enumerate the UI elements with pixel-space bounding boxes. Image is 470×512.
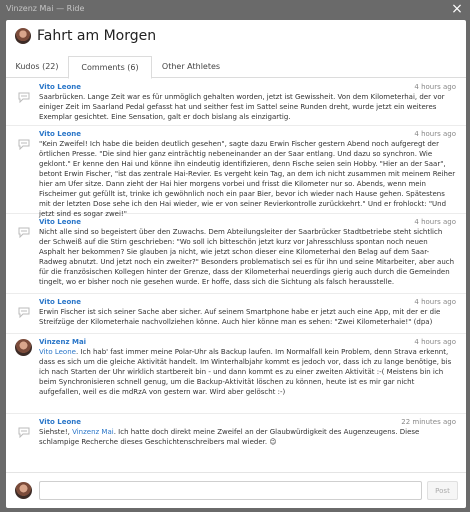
comment-input[interactable] — [39, 481, 422, 500]
comment-author[interactable]: Vito Leone — [39, 298, 82, 306]
activity-title: Fahrt am Morgen — [37, 28, 157, 44]
comment-text: Saarbrücken. Lange Zeit war es für unmöglich gehalten worden, jetzt ist Gewissheit. Von dem Kilometerhai, der vor einiger Zeit im Saarland Pedal gefasst hat und seither fest im Sattel seine Runden dreht, wurde jetzt ein weiteres Exemplar gesichtet. Eine Sensation, galt er doch bislang als einzigartig. — [39, 93, 445, 121]
comment-item — [6, 126, 466, 218]
comment-item — [6, 79, 466, 126]
tab-bar — [6, 56, 466, 78]
comment-text: "Kein Zweifel! Ich habe die beiden deutlich gesehen", sagte dazu Erwin Fischer gestern Abend noch aufgeregt der örtlichen Presse. "Die sind hier ganz einträchtig nebeneinander an der Saar entlang. Und dazu so synchron. Wie geklont." Er kenne den Hai und könne ihn eindeutig identifizieren, denn Fische seien sein Hobby. "Hier an der Saar", betont Erwin Fischer, "ist das zentrale Hai-Revier. Es vergeht kein Tag, an dem ich nicht zusammen mit meinem Reiher hier am Ufer sitze. Dann zieht der Hai hier morgens vorbei und frisst die Kilometer nur so. Abends, wenn mein Fischeimer gut gefüllt ist, trinke ich gewöhnlich noch ein paar Bier, bevor ich wieder nach Hause gehen. Spätestens mit der letzten Dose sehe ich den Hai wieder, wie er von seiner Revierkontrolle zurückkehrt." Und er frohlockt: "Und jetzt sind es sogar zwei!" — [39, 140, 456, 218]
commenter-avatar[interactable] — [15, 339, 32, 356]
comment-list — [6, 79, 466, 472]
tab-other-athletes[interactable]: Other Athletes — [161, 62, 221, 71]
comment-time: 4 hours ago — [414, 298, 456, 306]
comment-body: . Ich hab' fast immer meine Polar-Uhr als Backup laufen. Im Normalfall kein Problem, denn Strava erkennt, dass es sich um die gleiche Aktivität handelt. Im Winterhalbjahr kommt es jedoch vor, dass ich zu lange benötige, bis ich nach Starten der Uhr wirklich startbereit bin - und dann kommt es zu einer zweiten Aktivität :-( Meistens bin ich beim Synchronisieren schnell genug, um die Backup-Aktivität löschen zu können, heute ist es mir gar nicht aufgefallen, weil es die mdRzA von gestern war. Wird aber gelöscht :-) — [39, 348, 452, 396]
comment-author[interactable]: Vinzenz Mai — [39, 338, 87, 346]
tab-kudos[interactable]: Kudos (22) — [15, 62, 59, 71]
comment-body: . Ich hatte doch direkt meine Zweifel an der Glaubwürdigkeit des Augenzeugens. Diese schlampige Recherche dieses Geschichtenschreibers mal wieder. 😉 — [39, 428, 420, 446]
comment-item — [6, 294, 466, 334]
comment-composer — [6, 472, 466, 508]
comment-time: 22 minutes ago — [401, 418, 456, 426]
comment-item — [6, 414, 466, 472]
speech-bubble-icon — [17, 226, 31, 238]
comment-item — [6, 214, 466, 294]
comment-text: Erwin Fischer ist sich seiner Sache aber sicher. Auf seinem Smartphone habe er jetzt auch eine App, mit der er die Streifzüge der Kilometerhaie nachvollziehen könne. Auch hier könne man es sehen: "Zwei Kilometerhaie!" (dpa) — [39, 308, 441, 326]
comment-author[interactable]: Vito Leone — [39, 130, 82, 138]
mention-link[interactable]: Vito Leone — [39, 348, 76, 356]
speech-bubble-icon — [17, 138, 31, 150]
backdrop-title: Vinzenz Mai — Ride — [6, 4, 85, 13]
comment-text — [39, 427, 456, 447]
modal-header — [6, 20, 466, 56]
comment-author[interactable]: Vito Leone — [39, 218, 82, 226]
comment-author[interactable]: Vito Leone — [39, 83, 82, 91]
comment-text: Nicht alle sind so begeistert über den Zuwachs. Dem Abteilungsleiter der Saarbrücker Stadtbetriebe steht sichtlich der Schweiß auf die Stirn geschrieben: "Wo soll ich bitteschön jetzt kurz vor Jahresschluss spontan noch neuen Asphalt her bekommen? Sie glauben ja nicht, wie jetzt schon dieser eine Kilometerhai den Belag auf dem Saar-Radweg abnutzt. Und jetzt noch ein zweiter?" Besonders problematisch sei es für ihn und seine Mitarbeiter, aber auch für die französischen Kollegen hinter der Grenze, dass der Kilometerhai neuerdings gierig auch durch die Gemeinden tingelt, wo er bisher noch nie gesehen wurde. Er hoffe, dass sich die Sichtung als falsch herausstelle. — [39, 228, 455, 286]
comments-modal — [6, 20, 466, 508]
comment-time: 4 hours ago — [414, 130, 456, 138]
mention-link[interactable]: Vinzenz Mai — [72, 428, 114, 436]
comment-author[interactable]: Vito Leone — [39, 418, 82, 426]
comment-prefix: Siehste!, — [39, 428, 73, 436]
comment-time: 4 hours ago — [414, 83, 456, 91]
comment-time: 4 hours ago — [414, 218, 456, 226]
speech-bubble-icon — [17, 426, 31, 438]
post-button[interactable]: Post — [427, 481, 458, 500]
comment-time: 4 hours ago — [414, 338, 456, 346]
comment-text — [39, 347, 456, 397]
speech-bubble-icon — [17, 91, 31, 103]
speech-bubble-icon — [17, 306, 31, 318]
athlete-avatar — [15, 28, 31, 44]
close-icon[interactable]: × — [451, 1, 463, 17]
tab-comments[interactable]: Comments (6) — [68, 56, 152, 79]
my-avatar — [15, 482, 32, 499]
comment-item — [6, 334, 466, 414]
